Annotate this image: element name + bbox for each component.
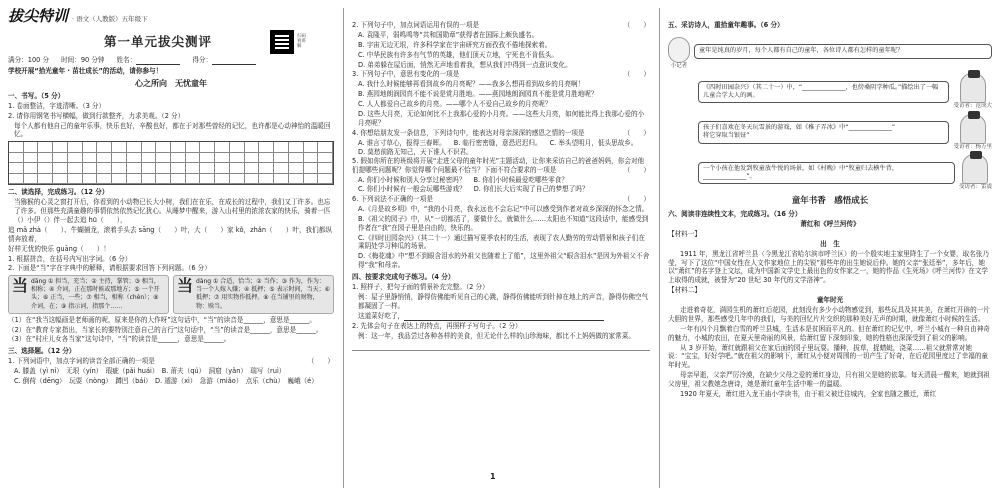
material-2-para-4: 母亲早逝，父亲严厉冷漠，在缺少父母之爱的萧红身边，只有祖父是她的依靠。每天清晨一醒来，她就到祖父房里，祖父教她念唐诗，她是萧红童年生活中唯一的温暖。 xyxy=(668,371,990,389)
grid-cell[interactable] xyxy=(53,153,68,164)
page-number: 1 xyxy=(490,472,496,482)
grid-cell[interactable] xyxy=(97,163,112,174)
grid-cell[interactable] xyxy=(304,142,319,153)
q3-b: B. 燕园地朗润园真不能不说是赏月胜地。——燕园地朗润园真不能是赏月胜地呢？ xyxy=(358,90,598,99)
question-bubble-3: 一个小孩在他发到牧童放牛悦的场景，如《村晚》中“牧童归去横牛背，______________”。 xyxy=(698,162,955,185)
grid-cell[interactable] xyxy=(230,163,245,174)
grid-cell[interactable] xyxy=(171,153,186,164)
grid-cell[interactable] xyxy=(245,163,260,174)
right-column xyxy=(662,0,1000,493)
section-subtitle: 心之所向 无忧童年 xyxy=(135,78,207,89)
grid-cell[interactable] xyxy=(156,174,171,185)
s1-banner-text: 每个人都有他自己的童年乐事，快乐也好，辛酸也好，都在于对那些曾经的记忆，也许都是心动神怡的温暖回忆。 xyxy=(14,121,331,139)
grid-cell[interactable] xyxy=(127,142,142,153)
grid-cell[interactable] xyxy=(156,153,171,164)
q3: 3. 下列句子中，意思有变化的一项是 （ ） xyxy=(352,70,650,79)
grid-cell[interactable] xyxy=(245,142,260,153)
grid-cell[interactable] xyxy=(24,163,39,174)
s4-q2: 2. 先体会句子在表达上的特点，再照样子写句子。（2 分） xyxy=(352,321,522,330)
s4-fill: 这道菜好吃了， xyxy=(352,312,650,321)
grid-cell[interactable] xyxy=(274,153,289,164)
child-reporter-icon xyxy=(668,37,690,63)
grid-cell[interactable] xyxy=(259,163,274,174)
grid-cell[interactable] xyxy=(156,163,171,174)
grid-cell[interactable] xyxy=(97,174,112,185)
grid-cell[interactable] xyxy=(200,153,215,164)
dict-entry-dang4: 当 dàng ① 合适，恰当；② 当作；③ 作为，作为：当一个人嫁入嫌；④ 抵押；⑤ 表示时间，当天；⑥ 抵押；⑦ 用实物作抵押。⑧ 在当铺里的财物，物：赎当。 xyxy=(173,275,334,313)
grid-cell[interactable] xyxy=(83,163,98,174)
intro-bubble: 童年是纯真的岁月，每个人都有自己的童年，各位诗人都有怎样的童年呢？ xyxy=(694,44,992,58)
grid-cell[interactable] xyxy=(142,142,157,153)
material-2-title: 童年时光 xyxy=(816,296,844,305)
grid-cell[interactable] xyxy=(289,142,304,153)
grid-cell[interactable] xyxy=(186,174,201,185)
q2: 2. 下列句子中，加点词语运用有误的一项是 （ ） xyxy=(352,21,650,29)
grid-cell[interactable] xyxy=(127,153,142,164)
brand xyxy=(8,6,334,26)
writing-grid[interactable] xyxy=(8,141,334,185)
s4-q1: 1. 照样子，把句子面的情景补充完整。（2 分） xyxy=(352,283,489,292)
s2-q2: 2. 下面是“当”字在字典中的解释，请根据要求回答下列问题。（6 分） xyxy=(8,264,211,273)
grid-cell[interactable] xyxy=(112,153,127,164)
material-2-para-1: 走进着奇花，满园生机的萧红后花园，此刻没有多少小动物感觉到，那些玩具及其其美，在萧红开辟的一片大胆的世界，那些感受几年中的我们，与美的回忆片片交织的那种美好无声的时期，就像萧红小时候的生活。 xyxy=(668,305,990,323)
grid-cell[interactable] xyxy=(215,153,230,164)
reading-heading: 童年书香 感悟成长 xyxy=(791,195,869,206)
grid-cell[interactable] xyxy=(186,142,201,153)
grid-cell[interactable] xyxy=(9,142,24,153)
poet-lei: 受访者：雷震 xyxy=(959,154,992,191)
grid-cell[interactable] xyxy=(259,174,274,185)
grid-cell[interactable] xyxy=(9,174,24,185)
section-3-title: 三、选择题。（12 分） xyxy=(8,347,76,356)
section-4-title: 四、按要求完成句子练习。（4 分） xyxy=(352,273,455,282)
grid-cell[interactable] xyxy=(274,163,289,174)
grid-cell[interactable] xyxy=(186,153,201,164)
q5: 5. 假如你所在的班级将开展“走进父母的童年时光”主题活动，让你来采访自己的爸爸妈妈，你会对他们提哪些问题呢？你觉得哪个问题最不恰当？下面不符合要求的一项是 （ ） xyxy=(352,157,650,175)
material-1-text: 1911 年，黑龙江省呼兰县（今黑龙江省哈尔滨市呼兰区）的一个殷实地主家里降生了一个女婴，取名张乃莹，写下了这位“中国女性在人文作家地位上的尖锐”那些年的出生她说后仲。她的父亲“张廷举”，多年后，她以“萧红”的名字登上文坛，成为中国新文学史上最出色的女作家之一，她的作品《生死场》《呼兰河传》在文学上取得的成就，被誉为“20 世纪 30 年代的文学洛神”。 xyxy=(668,249,989,285)
poet-portrait-icon xyxy=(960,73,986,103)
poet-portrait-icon xyxy=(960,114,986,144)
grid-cell[interactable] xyxy=(259,153,274,164)
grid-cell[interactable] xyxy=(245,174,260,185)
grid-cell[interactable] xyxy=(53,163,68,174)
grid-cell[interactable] xyxy=(186,163,201,174)
grid-cell[interactable] xyxy=(304,153,319,164)
material-1-title: 出 生 xyxy=(820,239,840,248)
s2-sub1: （1）在“我当这幅画是老师画的呢，原来是你的大作呀”这句话中，“当”的读音是______，意思是______。 xyxy=(8,315,316,324)
grid-cell[interactable] xyxy=(68,163,83,174)
grid-cell[interactable] xyxy=(171,163,186,174)
brand-subtitle: · 语文（人教版）五年级下 xyxy=(72,15,148,23)
slogan: 学校开展“拾光童年 · 苗壮成长”的活动，请你参与！ xyxy=(8,67,163,76)
q4-options: A. 谁言寸草心，报得三春晖。 B. 临行密密缝，意恐迟迟归。 C. 举头望明月，低头思故乡。 D. 莫愁前路无知己，天下谁人不识君。 xyxy=(358,138,638,156)
grid-cell[interactable] xyxy=(112,174,127,185)
grid-cell[interactable] xyxy=(230,174,245,185)
grid-cell[interactable] xyxy=(171,174,186,185)
grid-cell[interactable] xyxy=(259,142,274,153)
poet-fan: 受访者：范成大 xyxy=(953,73,992,110)
reporter-figure: 小记者 xyxy=(668,33,690,70)
grid-cell[interactable] xyxy=(38,163,53,174)
grid-cell[interactable] xyxy=(245,153,260,164)
grid-cell[interactable] xyxy=(68,174,83,185)
grid-cell[interactable] xyxy=(274,142,289,153)
grid-cell[interactable] xyxy=(318,174,333,185)
q5-options: A. 你们小时候和别人分享过秘密吗？ B. 你们小时候最爱吃哪些零食？ C. 你们小时候有一般会玩哪些游戏？ D. 你们长大后实现了自己的梦想了吗？ xyxy=(358,176,589,194)
q2-b: B. 宇宙无边无垠，许多科学家在宇宙研究方面孜孜不倦地探索着。 xyxy=(358,40,552,49)
s4-example: 例：屋子里静悄悄，静得仿佛能听见自己的心跳，静得仿佛能听到针掉在地上的声音，静得仿佛空气都凝固了一样。 xyxy=(358,292,649,310)
grid-cell[interactable] xyxy=(318,163,333,174)
grid-cell[interactable] xyxy=(24,153,39,164)
grid-cell[interactable] xyxy=(215,163,230,174)
q2-c: C. 中华民族有许多有气节的英雄，他们顶天立地，宁死也不肯低头。 xyxy=(358,50,559,59)
s2-q1: 1. 根据拼音，在括号内写出字词。（6 分） xyxy=(8,254,132,263)
grid-cell[interactable] xyxy=(156,142,171,153)
grid-cell[interactable] xyxy=(289,153,304,164)
answer-lines[interactable] xyxy=(352,341,650,351)
grid-cell[interactable] xyxy=(83,142,98,153)
material-2-para-2: 一年有四个月飘着白雪的呼兰县城，生活本是贫困而平凡的。但在萧红的记忆中，呼兰小城有一种自由神奇的魅力，小城的农田，在夏天里奇丽的风景，给萧红留下深刻印象，她的性格也深深受到了祖父的影响。 xyxy=(668,324,990,342)
q3-c: C. 人人都爱自己故乡的月亮。——哪个人不爱自己故乡的月亮呢？ xyxy=(358,100,552,109)
q6-b: B.《祖父的园子》中，从“一切都活了，要做什么，就做什么……太阳也不知道”这段话中，能感受到作者在“我”在园子里是自由的，快乐的。 xyxy=(358,214,649,232)
grid-cell[interactable] xyxy=(9,163,24,174)
column-divider xyxy=(343,8,344,488)
brand-logo: 拔尖特训 xyxy=(8,7,69,25)
q3-a: A. 我什么时候能够再看到故乡的月亮呢？——我多么想再看到故乡的月亮啊！ xyxy=(358,80,585,89)
grid-cell[interactable] xyxy=(318,153,333,164)
grid-cell[interactable] xyxy=(142,153,157,164)
q6-d: D.《梅花魂》中“想不到眼含泪水的外祖父也随着上了船”，这里外祖父“眼含泪水”是因为外祖父不舍得“我”和母亲。 xyxy=(358,252,650,270)
s2-sub2: （2）在“教育专家指出，当家长的要特别注意自己的言行”这句话中，“当”的读音是______，意思是______。 xyxy=(8,325,323,334)
grid-cell[interactable] xyxy=(289,174,304,185)
dictionary-entries xyxy=(8,275,334,313)
dict-entry-dang1: 当 dāng ① 担当，充当；② 主持，掌管；③ 相当，相称；④ 介词，正在那时候或那地方；⑤ 一个开头；⑥ 正当，一些；⑦ 相当，相称（chèn）；⑧ 介词，在；⑨ 指示词，指那个…… xyxy=(8,275,169,313)
grid-cell[interactable] xyxy=(68,142,83,153)
name-label: 姓名： xyxy=(116,56,137,65)
grid-cell[interactable] xyxy=(127,174,142,185)
score-field[interactable] xyxy=(212,58,256,65)
exam-meta xyxy=(8,56,334,65)
score-label: 得分： xyxy=(192,56,213,65)
q6-c: C.《四时田园杂兴》（其二十一）通过描写夏季农村的生活，表现了农人勤劳的劳动情景和孩子们在乘阴处学习种瓜的场景。 xyxy=(358,233,645,251)
article-title: 萧红和《呼兰河传》 xyxy=(800,219,860,228)
grid-cell[interactable] xyxy=(83,174,98,185)
q6: 6. 下列说法不正确的一项是 （ ） xyxy=(352,195,650,204)
grid-cell[interactable] xyxy=(38,142,53,153)
grid-cell[interactable] xyxy=(318,142,333,153)
grid-cell[interactable] xyxy=(112,163,127,174)
question-bubble-2: 孩子们喜欢在冬天玩雪景的游戏，如《稚子弄冰》中“______________” 将它穿取当银钲” xyxy=(698,121,949,144)
grid-cell[interactable] xyxy=(112,142,127,153)
q6-a: A.《月是故乡明》中，“我的小月亮，我永远也不会忘记”中可以感受到作者对故乡深深的怀念之情。 xyxy=(358,204,649,213)
s3-q1: 1. 下列词语中，加点字词的读音全部正确的一项是 （ ） xyxy=(8,357,334,366)
s2-passage-3: 好样无忧的快乐 guāng（ ）！ xyxy=(8,244,110,253)
grid-cell[interactable] xyxy=(97,142,112,153)
section-2-title: 二、读选择，完成练习。（12 分） xyxy=(8,188,109,197)
grid-cell[interactable] xyxy=(53,142,68,153)
poet-portrait-icon xyxy=(962,154,988,184)
time-limit: 时间：90 分钟 xyxy=(61,56,105,65)
s1-q1: 1. 卷面整洁，字迹清晰。（3 分） xyxy=(8,101,106,110)
full-score: 满分：100 分 xyxy=(8,56,50,65)
grid-cell[interactable] xyxy=(38,174,53,185)
left-column xyxy=(0,0,342,493)
grid-cell[interactable] xyxy=(274,174,289,185)
grid-cell[interactable] xyxy=(200,142,215,153)
q2-a: A. 袁隆平，弱鸣鸣等“共和国勋章”获得者在国际上颇负盛名。 xyxy=(358,30,539,39)
grid-cell[interactable] xyxy=(83,153,98,164)
grid-cell[interactable] xyxy=(171,142,186,153)
s2-passage-2: 追 mǎ zhà（ ）、牛蝴捕龙，滚着手头去 sāng（ ）叶，大（ ）家 kǒ，zhǎn（ ）叶，我们都纵情奔放着， xyxy=(8,225,332,243)
grid-cell[interactable] xyxy=(97,153,112,164)
column-divider xyxy=(659,8,660,488)
material-2-para-5: 1920 年夏天，萧红进入龙王庙小学读书，由于祖父被迁往城内，全家也随之搬迁，萧红 xyxy=(680,389,937,398)
grid-cell[interactable] xyxy=(230,142,245,153)
grid-cell[interactable] xyxy=(127,163,142,174)
grid-cell[interactable] xyxy=(53,174,68,185)
middle-column xyxy=(346,0,656,493)
grid-cell[interactable] xyxy=(304,174,319,185)
s3-q1-options-cd: C. 倒荷（dēng） 玩耍（nòng） 蹲凹（bái） D. 遁游（xì） 急游（miǎo） 点乐（chù） 巍峨（é） xyxy=(14,377,318,386)
grid-cell[interactable] xyxy=(38,153,53,164)
q4: 4. 你想给朋友发一条信息，下列诗句中，能表达对母亲深深的感恩之情的一项是 （ ） xyxy=(352,128,650,137)
section-5-title: 五、采访诗人，重拾童年趣事。（6 分） xyxy=(668,21,784,29)
grid-cell[interactable] xyxy=(215,142,230,153)
grid-cell[interactable] xyxy=(24,142,39,153)
material-2-label: 【材料二】 xyxy=(668,286,701,295)
name-field[interactable] xyxy=(136,58,180,65)
qr-note: 扫码看讲解 xyxy=(297,34,307,49)
grid-cell[interactable] xyxy=(200,163,215,174)
grid-cell[interactable] xyxy=(9,153,24,164)
s3-q1-options-ab: A. 膝盖（yì ní） 无垠（yín） 瑕疵（pǎi huái） B. 莆夫（qú） 洞窟（yǎn） 瑞写（ruì） xyxy=(14,367,286,376)
grid-cell[interactable] xyxy=(142,163,157,174)
grid-cell[interactable] xyxy=(304,163,319,174)
q3-d: D. 这些大月亮，无论如何比不上我那心爱的小月亮。——这些大月亮，如何能比得上我那心爱的小月亮呢？ xyxy=(358,110,645,127)
poet-yang: 受访者：杨万里 xyxy=(953,114,992,151)
material-2-para-3: 从 3 岁开始，萧红就跟祖父在家后面的园子里玩耍。播种，拔草，捉蜻蜓，浇菜……祖父就常常对她说：“宝宝，好好学吧。”就在祖父的影响下，萧红从小便对周围的一切产生了好奇，在后花园里度过了幸福的童年时光。 xyxy=(668,343,989,370)
material-1-label: 【材料一】 xyxy=(668,229,701,238)
grid-cell[interactable] xyxy=(215,174,230,185)
grid-cell[interactable] xyxy=(200,174,215,185)
q2-d: D. 弟弟躲在屋后面，悄然无声地看着我，想从我们中得到一点意识变化。 xyxy=(358,60,572,69)
s2-sub3: （3）在“村庄儿女各当家”这句诗中，“当”的读音是______，意思是______。 xyxy=(8,335,231,344)
page-title: 第一单元拔尖测评 xyxy=(104,33,213,49)
grid-cell[interactable] xyxy=(230,153,245,164)
grid-cell[interactable] xyxy=(142,174,157,185)
grid-cell[interactable] xyxy=(68,153,83,164)
question-bubble-1: 《四时田园杂兴》（其二十一）中，“______________，也傍桑阴学种瓜。”描绘出了一幅儿童合学大人的画。 xyxy=(698,81,949,104)
s1-q2: 2. 请你用钢笔书写横幅，做到行款整齐，力求美观。（2 分） xyxy=(8,111,185,120)
grid-cell[interactable] xyxy=(289,163,304,174)
s4-example-2: 例：这一年，我品尝过各种各样的美食，但无论什么样的山珍海味，都比不上妈妈做的家常菜。 xyxy=(358,331,635,340)
grid-cell[interactable] xyxy=(24,174,39,185)
qr-code-icon[interactable] xyxy=(270,30,294,54)
section-1-title: 一、书写。（5 分） xyxy=(8,91,65,100)
s2-passage-1: 当猕猴的心灵之窗打开后，你看到的小动物已长大小树，我们在在乐，在成长的过程中，我们又丁许多。也忘了许多。但那些充满童趣的事情依然依然记忆犹心。从睡梦中醒来，游入山村里的浓浓农家的快乐，骑着一匹（）小伊（）伴一起去追 hū（ ）， xyxy=(14,198,331,224)
section-6-title: 六、阅读非连续性文本，完成练习。（16 分） xyxy=(668,210,802,219)
